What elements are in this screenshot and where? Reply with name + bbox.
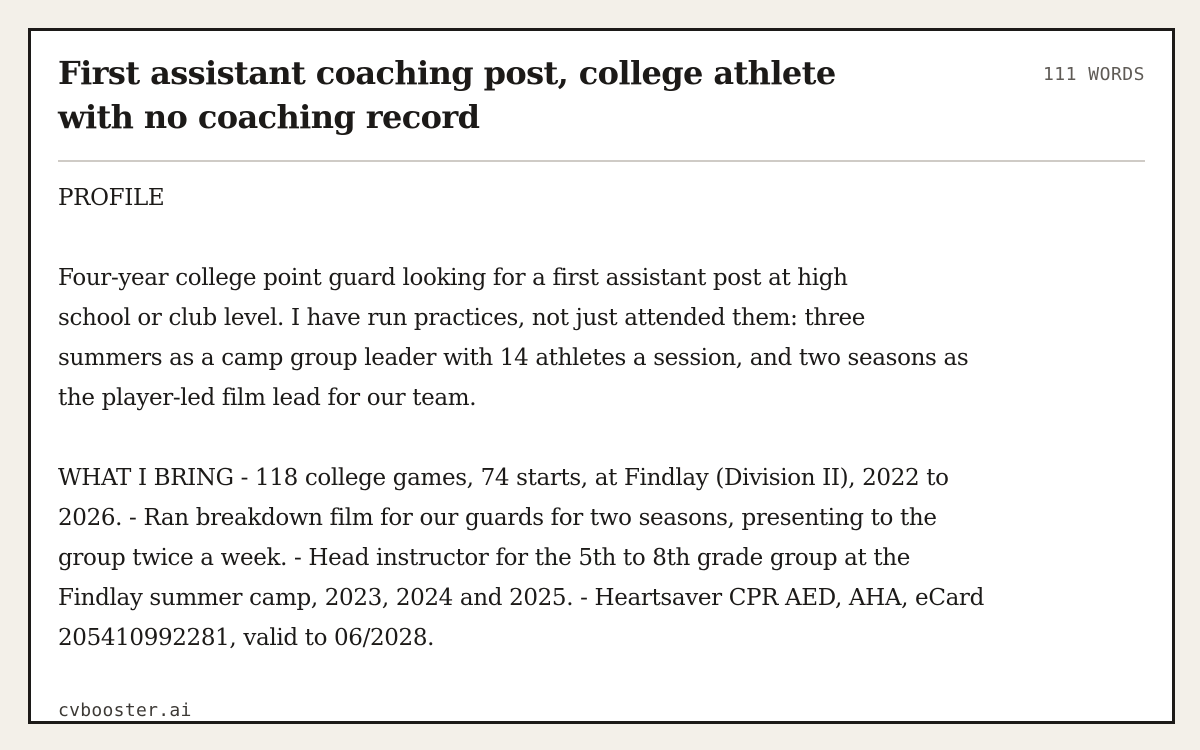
card-title: First assistant coaching post, college athlete with no coaching record: [58, 54, 836, 136]
word-count-label: 111 WORDS: [1042, 64, 1145, 85]
title-divider: [58, 160, 1145, 162]
footer-brand-label: cvbooster.ai: [58, 700, 192, 721]
resume-card: [28, 28, 1175, 724]
resume-body-text: PROFILE Four-year college point guard looking for a first assistant post at high school or club level. I have run practices, not just attended them: three summers as a camp group leader with 14 athletes a session, and two seasons as the player-led film lead for our team. WHAT I BRING - 118 college games, 74 starts, at Findlay (Division II), 2022 to 2026. - Ran breakdown film for our guards for two seasons, presenting to the group twice a week. - Head instructor for the 5th to 8th grade group at the Findlay summer camp, 2023, 2024 and 2025. - Heartsaver CPR AED, AHA, eCard 205410992281, valid to 06/2028.: [58, 185, 984, 651]
